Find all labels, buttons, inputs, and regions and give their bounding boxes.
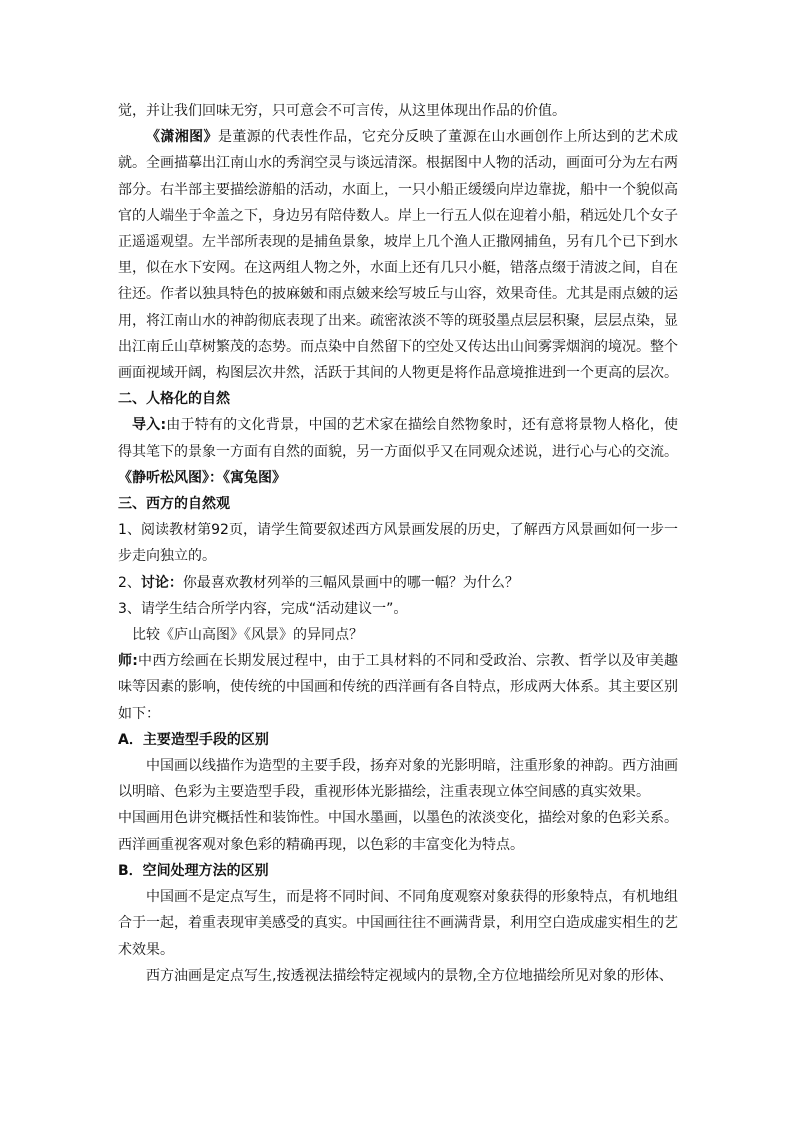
list-number: 2、 xyxy=(118,574,141,591)
teacher-label: 师: xyxy=(118,653,138,670)
discussion-label: 讨论： xyxy=(140,574,183,591)
subheading-b: B．空间处理方法的区别 xyxy=(118,862,269,879)
paragraph-b1: 中国画不是定点写生，而是将不同时间、不同角度观察对象获得的形象特点，有机地组合于一起，着重表现审美感受的真实。中国画往往不画满背景，利用空白造成虚实相生的艺术效果。 xyxy=(118,889,678,958)
paragraph-intro-end: 觉，并让我们回味无穷，只可意会不可言传，从这里体现出作品的价值。 xyxy=(118,103,566,119)
teacher-paragraph xyxy=(118,648,678,727)
works-list: 《静听松风图》：《寓兔图》 xyxy=(118,469,286,486)
painting-title: 《潇湘图》 xyxy=(146,129,218,146)
paragraph-intro xyxy=(118,412,678,464)
subheading-a: A．主要造型手段的区别 xyxy=(118,731,269,748)
paragraph-body: 是董源的代表性作品，它充分反映了董源在山水画创作上所达到的艺术成就。全画描摹出江南山水的秀润空灵与谈远清深。根据图中人物的活动，画面可分为左右两部分。右半部主要描绘游船的活动，水面上，一只小船正缓缓向岸边靠拢，船中一个貌似高官的人端坐于伞盖之下，身边另有陪侍数人。岸上一行五人似在迎着小船，稍远处几个女子正遥遥观望。左半部所表现的是捕鱼景象，坡岸上几个渔人正撒网捕鱼，另有几个已下到水里，似在水下安网。在这两组人物之外，水面上还有几只小艇，错落点缀于清波之间，自在往还。作者以独具特色的披麻皴和雨点皴来绘写坡丘与山容，效果奇佳。尤其是雨点皴的运用，将江南山水的神韵彻底表现了出来。疏密浓淡不等的斑驳墨点层层积聚，层层点染，显出江南丘山草树繁茂的态势。而点染中自然留下的空处又传达出山间雾霁烟润的境况。整个画面视域开阔，构图层次井然，活跃于其间的人物更是将作品意境推进到一个更高的层次。 xyxy=(118,129,679,382)
list-body: 你最喜欢教材列举的三幅风景画中的哪一幅？为什么？ xyxy=(182,574,519,591)
paragraph-body: 由于特有的文化背景，中国的艺术家在描绘自然物象时，还有意将景物人格化，使得其笔下的景象一方面有自然的面貌，另一方面似乎又在同观众述说，进行心与心的交流。 xyxy=(118,417,678,460)
paragraph-a1: 中国画以线描作为造型的主要手段，扬弃对象的光影明暗，注重形象的神韵。西方油画以明暗、色彩为主要造型手段，重视形体光影描绘，注重表现立体空间感的真实效果。 xyxy=(118,758,678,801)
paragraph-body: 中西方绘画在长期发展过程中，由于工具材料的不同和受政治、宗教、哲学以及审美趣味等因素的影响，使传统的中国画和传统的西洋画有各自特点，形成两大体系。其主要区别如下： xyxy=(118,653,679,722)
section-heading-2: 二、人格化的自然 xyxy=(118,391,230,408)
paragraph-a2: 中国画用色讲究概括性和装饰性。中国水墨画，以墨色的浓淡变化，描绘对象的色彩关系。西洋画重视客观对象色彩的精确再现，以色彩的丰富变化为特点。 xyxy=(118,810,678,853)
list-item-1: 1、阅读教材第92页，请学生简要叙述西方风景画发展的历史，了解西方风景画如何一步一步走向独立的。 xyxy=(118,522,678,565)
paragraph-b2: 西方油画是定点写生,按透视法描绘特定视域内的景物,全方位地描绘所见对象的形体、 xyxy=(146,967,673,984)
compare-question: 比较《庐山高图》《风景》的异同点？ xyxy=(132,627,363,644)
paragraph-xiaoxiang xyxy=(118,124,678,386)
list-item-3: 3、请学生结合所学内容，完成“活动建议一”。 xyxy=(118,600,408,617)
document-page xyxy=(118,98,678,989)
section-heading-3: 三、西方的自然观 xyxy=(118,496,230,513)
intro-label: 导入: xyxy=(132,417,167,434)
list-item-2 xyxy=(118,570,678,596)
